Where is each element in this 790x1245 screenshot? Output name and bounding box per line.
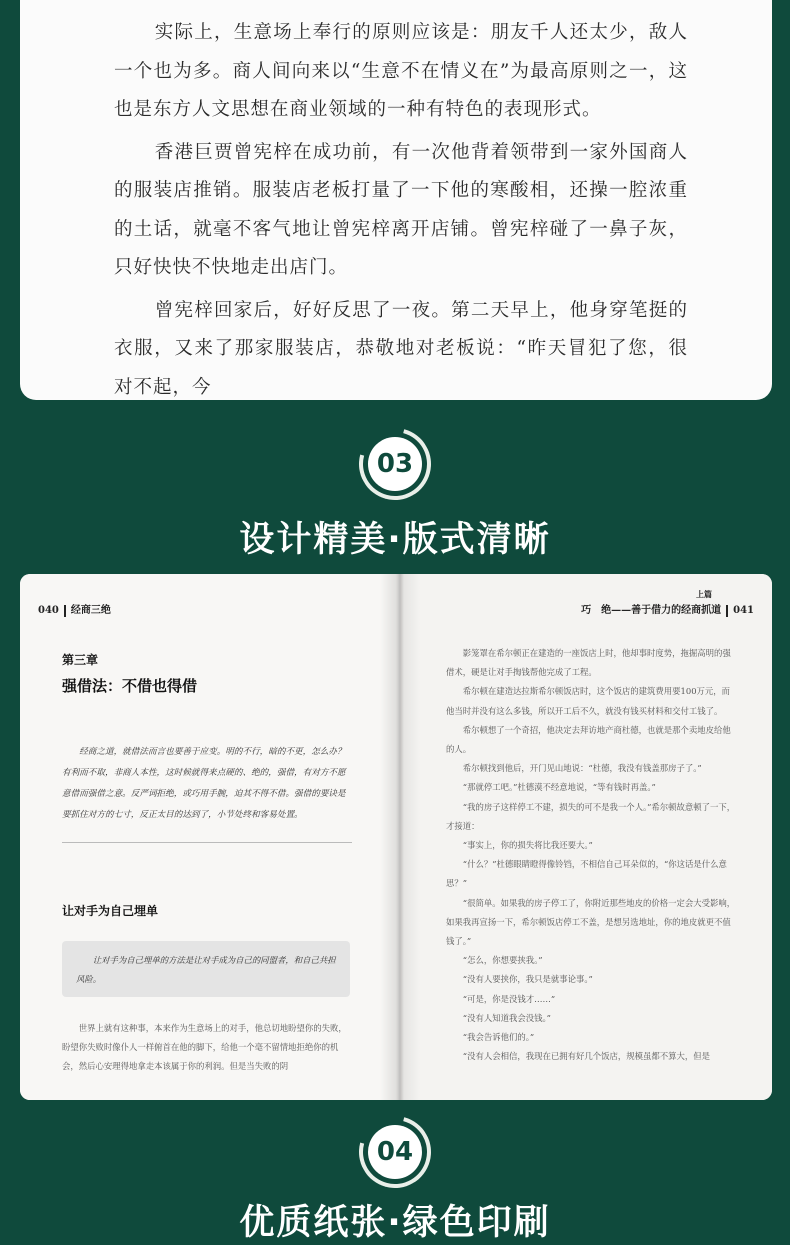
book-title: 经商三绝 <box>70 605 111 616</box>
paragraph: “事实上，你的损失将比我还要大。” <box>462 840 593 851</box>
paragraph: “怎么，你想要挟我。” <box>462 955 543 966</box>
excerpt-card <box>20 0 772 400</box>
left-body-text: 世界上就有这种事，本来作为生意场上的对手，他总切地盼望你的失败，盼望你失败时像仆人一样俯首在他的脚下，给他一个毫不留情地拒绝你的机会，然后心安理得地拿走本该属于你的利润。但是当失败的阴 <box>62 1023 347 1071</box>
section-title: 设计精美·版式清晰 <box>239 520 551 560</box>
paragraph: 希尔顿想了一个奇招，他决定去拜访地产商杜德，也就是那个卖地皮给他的人。 <box>446 724 731 755</box>
running-head: 巧 绝——善于借力的经商抓道 <box>581 605 722 616</box>
excerpt-paragraph: 曾宪梓回家后，好好反思了一夜。第二天早上，他身穿笔挺的衣服，又来了那家服装店，恭敬地对老板说：“昨天冒犯了您，很对不起，今 <box>114 299 688 398</box>
paragraph: “没有人要挟你，我只是就事论事。” <box>462 974 593 985</box>
chapter-intro: 经商之道，就借法而言也要善于应变。明的不行，暗的不更，怎么办？有利而不取，非商人本性，这时候就得来点硬的、绝的，强借，有对方不愿意借而强借之意。反严词拒绝，或巧用手腕，迫其不得不借。强借的要诀是要抓住对方的七寸，反正太目的达到了，小节处终和客易处置。 <box>62 747 346 820</box>
chapter-label: 第三章 <box>62 653 99 667</box>
left-page <box>20 574 396 1100</box>
section-number: 03 <box>368 437 422 491</box>
chapter-title: 强借法：不借也得借 <box>62 677 198 695</box>
open-book-image <box>20 574 772 1100</box>
section-number-badge <box>359 428 431 500</box>
divider <box>62 842 352 843</box>
section-subhead: 让对手为自己埋单 <box>62 904 159 918</box>
paragraph: 希尔顿找到他后，开门见山地说：“杜德，我没有钱盖那房子了。” <box>462 763 702 774</box>
right-page-header <box>581 601 754 617</box>
section-number-badge <box>359 1116 431 1188</box>
excerpt-paragraph: 实际上，生意场上奉行的原则应该是：朋友千人还太少，敌人一个也为多。商人间向来以“生意不在情义在”为最高原则之一，这也是东方人文思想在商业领域的一种有特色的表现形式。 <box>114 22 688 120</box>
paragraph: “没有人知道我会没钱。” <box>462 1012 551 1023</box>
part-label: 上篇 <box>696 589 712 599</box>
paragraph: “什么？”杜德眼睛瞪得像铃铛，不相信自己耳朵似的，“你这话是什么意思？” <box>446 859 727 889</box>
paragraph: 希尔顿在建造达拉斯希尔顿饭店时，这个饭店的建筑费用要100万元，而他当时并没有这么多钱，所以开工后不久，就没有钱买材料和交付工钱了。 <box>446 686 731 716</box>
right-body-text <box>446 644 738 1066</box>
paragraph: “很简单。如果我的房子停工了，你附近那些地皮的价格一定会大受影响，如果我再宣扬一下，希尔顿饭店停工不盖，是想另选地址，你的地皮就更不值钱了。” <box>446 897 736 947</box>
excerpt-paragraph: 香港巨贾曾宪梓在成功前，有一次他背着领带到一家外国商人的服装店推销。服装店老板打量了一下他的寒酸相，还操一腔浓重的土话，就毫不客气地让曾宪梓离开店铺。曾宪梓碰了一鼻子灰，只好快快不快地走出店门。 <box>114 141 688 278</box>
header-divider <box>64 605 66 617</box>
paragraph: “我的房子这样停工不建，损失的可不是我一个人。”希尔顿故意顿了一下，才接道： <box>446 801 736 831</box>
left-page-header <box>38 601 111 617</box>
section-title: 优质纸张·绿色印刷 <box>239 1203 551 1243</box>
page-number: 041 <box>733 605 754 616</box>
page-number: 040 <box>38 605 59 616</box>
paragraph: “那就停工吧。”杜德漠不经意地说，“等有钱时再盖。” <box>462 782 656 793</box>
book-spine <box>380 574 420 1100</box>
header-divider <box>726 605 728 617</box>
paragraph: “没有人会相信，我现在已拥有好几个饭店，规模虽都不算大，但是 <box>462 1051 710 1062</box>
paragraph: “可是，你是没钱才……” <box>462 993 556 1004</box>
quote-box: 让对手为自己埋单的方法是让对手成为自己的同盟者，和自己共担风险。 <box>62 941 350 997</box>
paragraph: “我会告诉他们的。” <box>462 1032 535 1043</box>
paragraph: 影笼罩在希尔顿正在建造的一座饭店上时，他却事时度势，拖掘高明的强借术，硬是让对手掏钱帮他完成了工程。 <box>446 648 731 678</box>
section-number: 04 <box>368 1125 422 1179</box>
